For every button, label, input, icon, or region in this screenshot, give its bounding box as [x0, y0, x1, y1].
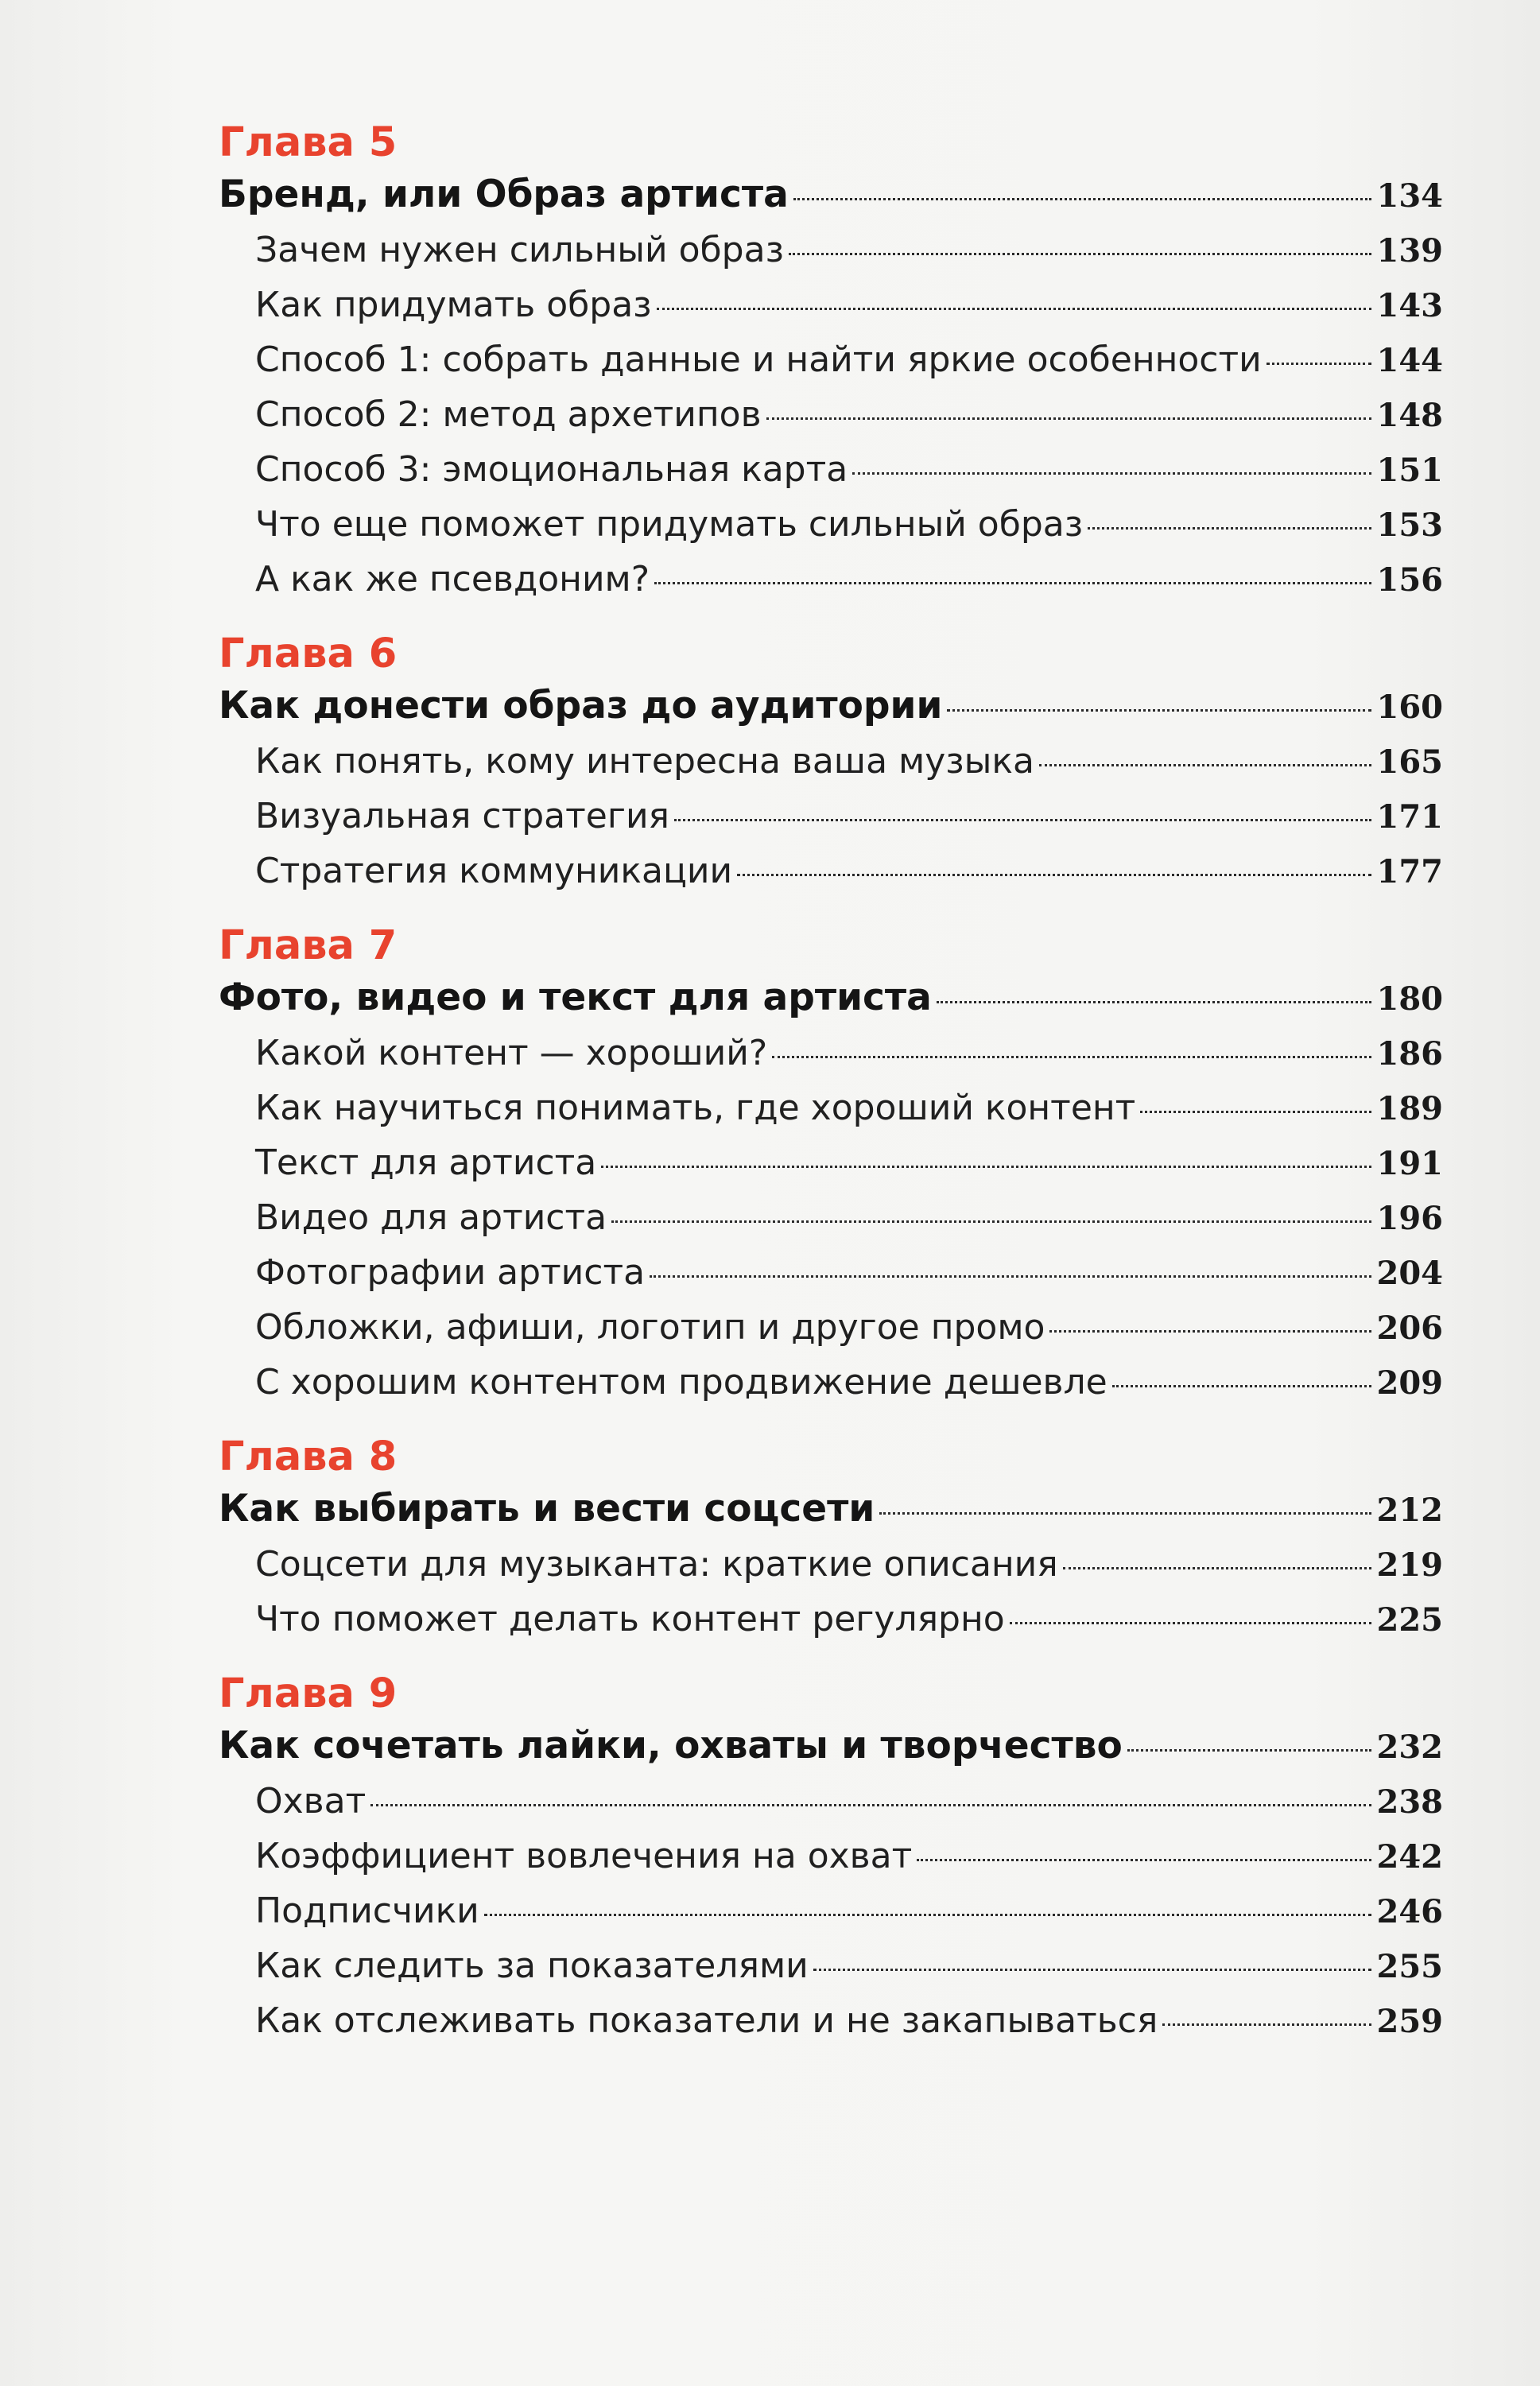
section-entry: [219, 387, 1443, 442]
dot-leader: [852, 472, 1371, 475]
dot-leader: [1140, 1111, 1371, 1113]
section-title: Как научиться понимать, где хороший контент: [255, 1088, 1136, 1128]
dot-leader: [1112, 1385, 1371, 1387]
dot-leader: [601, 1166, 1371, 1168]
page-number: 238: [1376, 1783, 1443, 1821]
section-entry: [219, 1135, 1443, 1190]
toc-chapter: [219, 1670, 1443, 2048]
section-entry: [219, 1026, 1443, 1080]
toc-chapter: [219, 630, 1443, 898]
chapter-title-entry: [219, 970, 1443, 1026]
section-title: Подписчики: [255, 1891, 479, 1931]
chapter-title: Как донести образ до аудитории: [219, 684, 943, 727]
chapter-title-entry: [219, 678, 1443, 734]
section-title: Как отслеживать показатели и не закапываться: [255, 2000, 1158, 2041]
page-number: 148: [1376, 397, 1443, 434]
section-title: Охват: [255, 1781, 367, 1822]
dot-leader: [484, 1914, 1371, 1916]
section-title: Зачем нужен сильный образ: [255, 230, 784, 270]
page-number: 196: [1376, 1200, 1443, 1237]
dot-leader: [1049, 1330, 1371, 1333]
section-title: А как же псевдоним?: [255, 559, 650, 599]
section-entry: [219, 1592, 1443, 1647]
section-entry: [219, 1829, 1443, 1884]
section-title: Что поможет делать контент регулярно: [255, 1599, 1005, 1639]
section-entry: [219, 1190, 1443, 1245]
page-number: 191: [1376, 1145, 1443, 1182]
section-entry: [219, 497, 1443, 552]
chapter-title: Фото, видео и текст для артиста: [219, 976, 932, 1019]
dot-leader: [1088, 527, 1371, 530]
chapter-label: Глава 8: [219, 1434, 398, 1480]
section-title: Способ 1: собрать данные и найти яркие особенности: [255, 339, 1262, 380]
toc-chapter: [219, 119, 1443, 607]
dot-leader: [793, 198, 1371, 200]
section-entry: [219, 552, 1443, 607]
section-title: Визуальная стратегия: [255, 796, 670, 836]
chapter-title-entry: [219, 167, 1443, 223]
section-title: Стратегия коммуникации: [255, 851, 733, 891]
dot-leader: [674, 819, 1371, 821]
section-title: Как следить за показателями: [255, 1946, 809, 1986]
page-number: 151: [1376, 452, 1443, 489]
dot-leader: [1267, 363, 1371, 365]
chapter-title: Бренд, или Образ артиста: [219, 173, 789, 216]
page-number: 160: [1376, 689, 1443, 726]
dot-leader: [937, 1001, 1371, 1003]
dot-leader: [813, 1969, 1371, 1971]
page-number: 165: [1376, 743, 1443, 781]
chapter-label: Глава 7: [219, 922, 398, 969]
page-number: 225: [1376, 1601, 1443, 1639]
section-title: Соцсети для музыканта: краткие описания: [255, 1544, 1058, 1585]
section-entry: [219, 1938, 1443, 1993]
section-title: Видео для артиста: [255, 1197, 607, 1238]
dot-leader: [772, 1056, 1371, 1058]
dot-leader: [879, 1512, 1371, 1515]
section-entry: [219, 789, 1443, 844]
dot-leader: [657, 308, 1371, 310]
section-title: Обложки, афиши, логотип и другое промо: [255, 1307, 1045, 1348]
section-entry: [219, 332, 1443, 387]
section-title: Что еще поможет придумать сильный образ: [255, 504, 1084, 545]
page-number: 219: [1376, 1546, 1443, 1584]
dot-leader: [654, 582, 1371, 584]
section-entry: [219, 442, 1443, 497]
page-number: 255: [1376, 1948, 1443, 1985]
section-entry: [219, 1884, 1443, 1938]
dot-leader: [737, 874, 1371, 876]
dot-leader: [650, 1275, 1371, 1278]
page-number: 186: [1376, 1035, 1443, 1073]
toc-chapter: [219, 922, 1443, 1410]
dot-leader: [1010, 1622, 1371, 1624]
dot-leader: [947, 709, 1371, 712]
page-number: 144: [1376, 342, 1443, 379]
chapter-title: Как сочетать лайки, охваты и творчество: [219, 1724, 1123, 1767]
dot-leader: [789, 253, 1371, 255]
dot-leader: [766, 417, 1371, 420]
table-of-contents: [219, 119, 1443, 2072]
section-title: Как придумать образ: [255, 285, 652, 325]
section-entry: [219, 277, 1443, 332]
page-number: 206: [1376, 1309, 1443, 1347]
dot-leader: [917, 1859, 1371, 1861]
section-entry: [219, 1537, 1443, 1592]
chapter-label: Глава 6: [219, 630, 398, 677]
section-entry: [219, 223, 1443, 277]
section-entry: [219, 1080, 1443, 1135]
section-entry: [219, 1774, 1443, 1829]
section-entry: [219, 734, 1443, 789]
dot-leader: [1162, 2023, 1371, 2026]
page-number: 232: [1376, 1728, 1443, 1766]
section-entry: [219, 1300, 1443, 1355]
section-title: Способ 3: эмоциональная карта: [255, 449, 848, 490]
page-number: 209: [1376, 1364, 1443, 1402]
section-title: Какой контент — хороший?: [255, 1033, 768, 1073]
dot-leader: [1063, 1567, 1371, 1569]
section-entry: [219, 1993, 1443, 2048]
page-number: 177: [1376, 853, 1443, 890]
page-number: 204: [1376, 1255, 1443, 1292]
page-number: 134: [1376, 177, 1443, 215]
section-title: С хорошим контентом продвижение дешевле: [255, 1362, 1107, 1403]
page-number: 153: [1376, 506, 1443, 544]
dot-leader: [611, 1220, 1371, 1223]
chapter-title-entry: [219, 1481, 1443, 1537]
section-entry: [219, 1355, 1443, 1410]
page-number: 171: [1376, 798, 1443, 836]
section-title: Фотографии артиста: [255, 1252, 646, 1293]
page-number: 143: [1376, 287, 1443, 324]
dot-leader: [1127, 1749, 1371, 1752]
section-title: Коэффициент вовлечения на охват: [255, 1836, 913, 1876]
page-number: 246: [1376, 1893, 1443, 1930]
page-number: 156: [1376, 561, 1443, 599]
page-number: 189: [1376, 1090, 1443, 1127]
chapter-title-entry: [219, 1718, 1443, 1774]
chapter-label: Глава 9: [219, 1670, 398, 1717]
page-number: 242: [1376, 1838, 1443, 1876]
section-title: Текст для артиста: [255, 1143, 597, 1183]
chapter-title: Как выбирать и вести соцсети: [219, 1487, 875, 1531]
dot-leader: [1039, 764, 1371, 766]
page-number: 259: [1376, 2003, 1443, 2040]
section-entry: [219, 844, 1443, 898]
section-entry: [219, 1245, 1443, 1300]
chapter-label: Глава 5: [219, 119, 398, 166]
toc-chapter: [219, 1434, 1443, 1647]
dot-leader: [370, 1804, 1371, 1806]
page-number: 180: [1376, 980, 1443, 1018]
page-number: 212: [1376, 1492, 1443, 1529]
section-title: Как понять, кому интересна ваша музыка: [255, 741, 1034, 782]
section-title: Способ 2: метод архетипов: [255, 394, 762, 435]
page-number: 139: [1376, 232, 1443, 270]
